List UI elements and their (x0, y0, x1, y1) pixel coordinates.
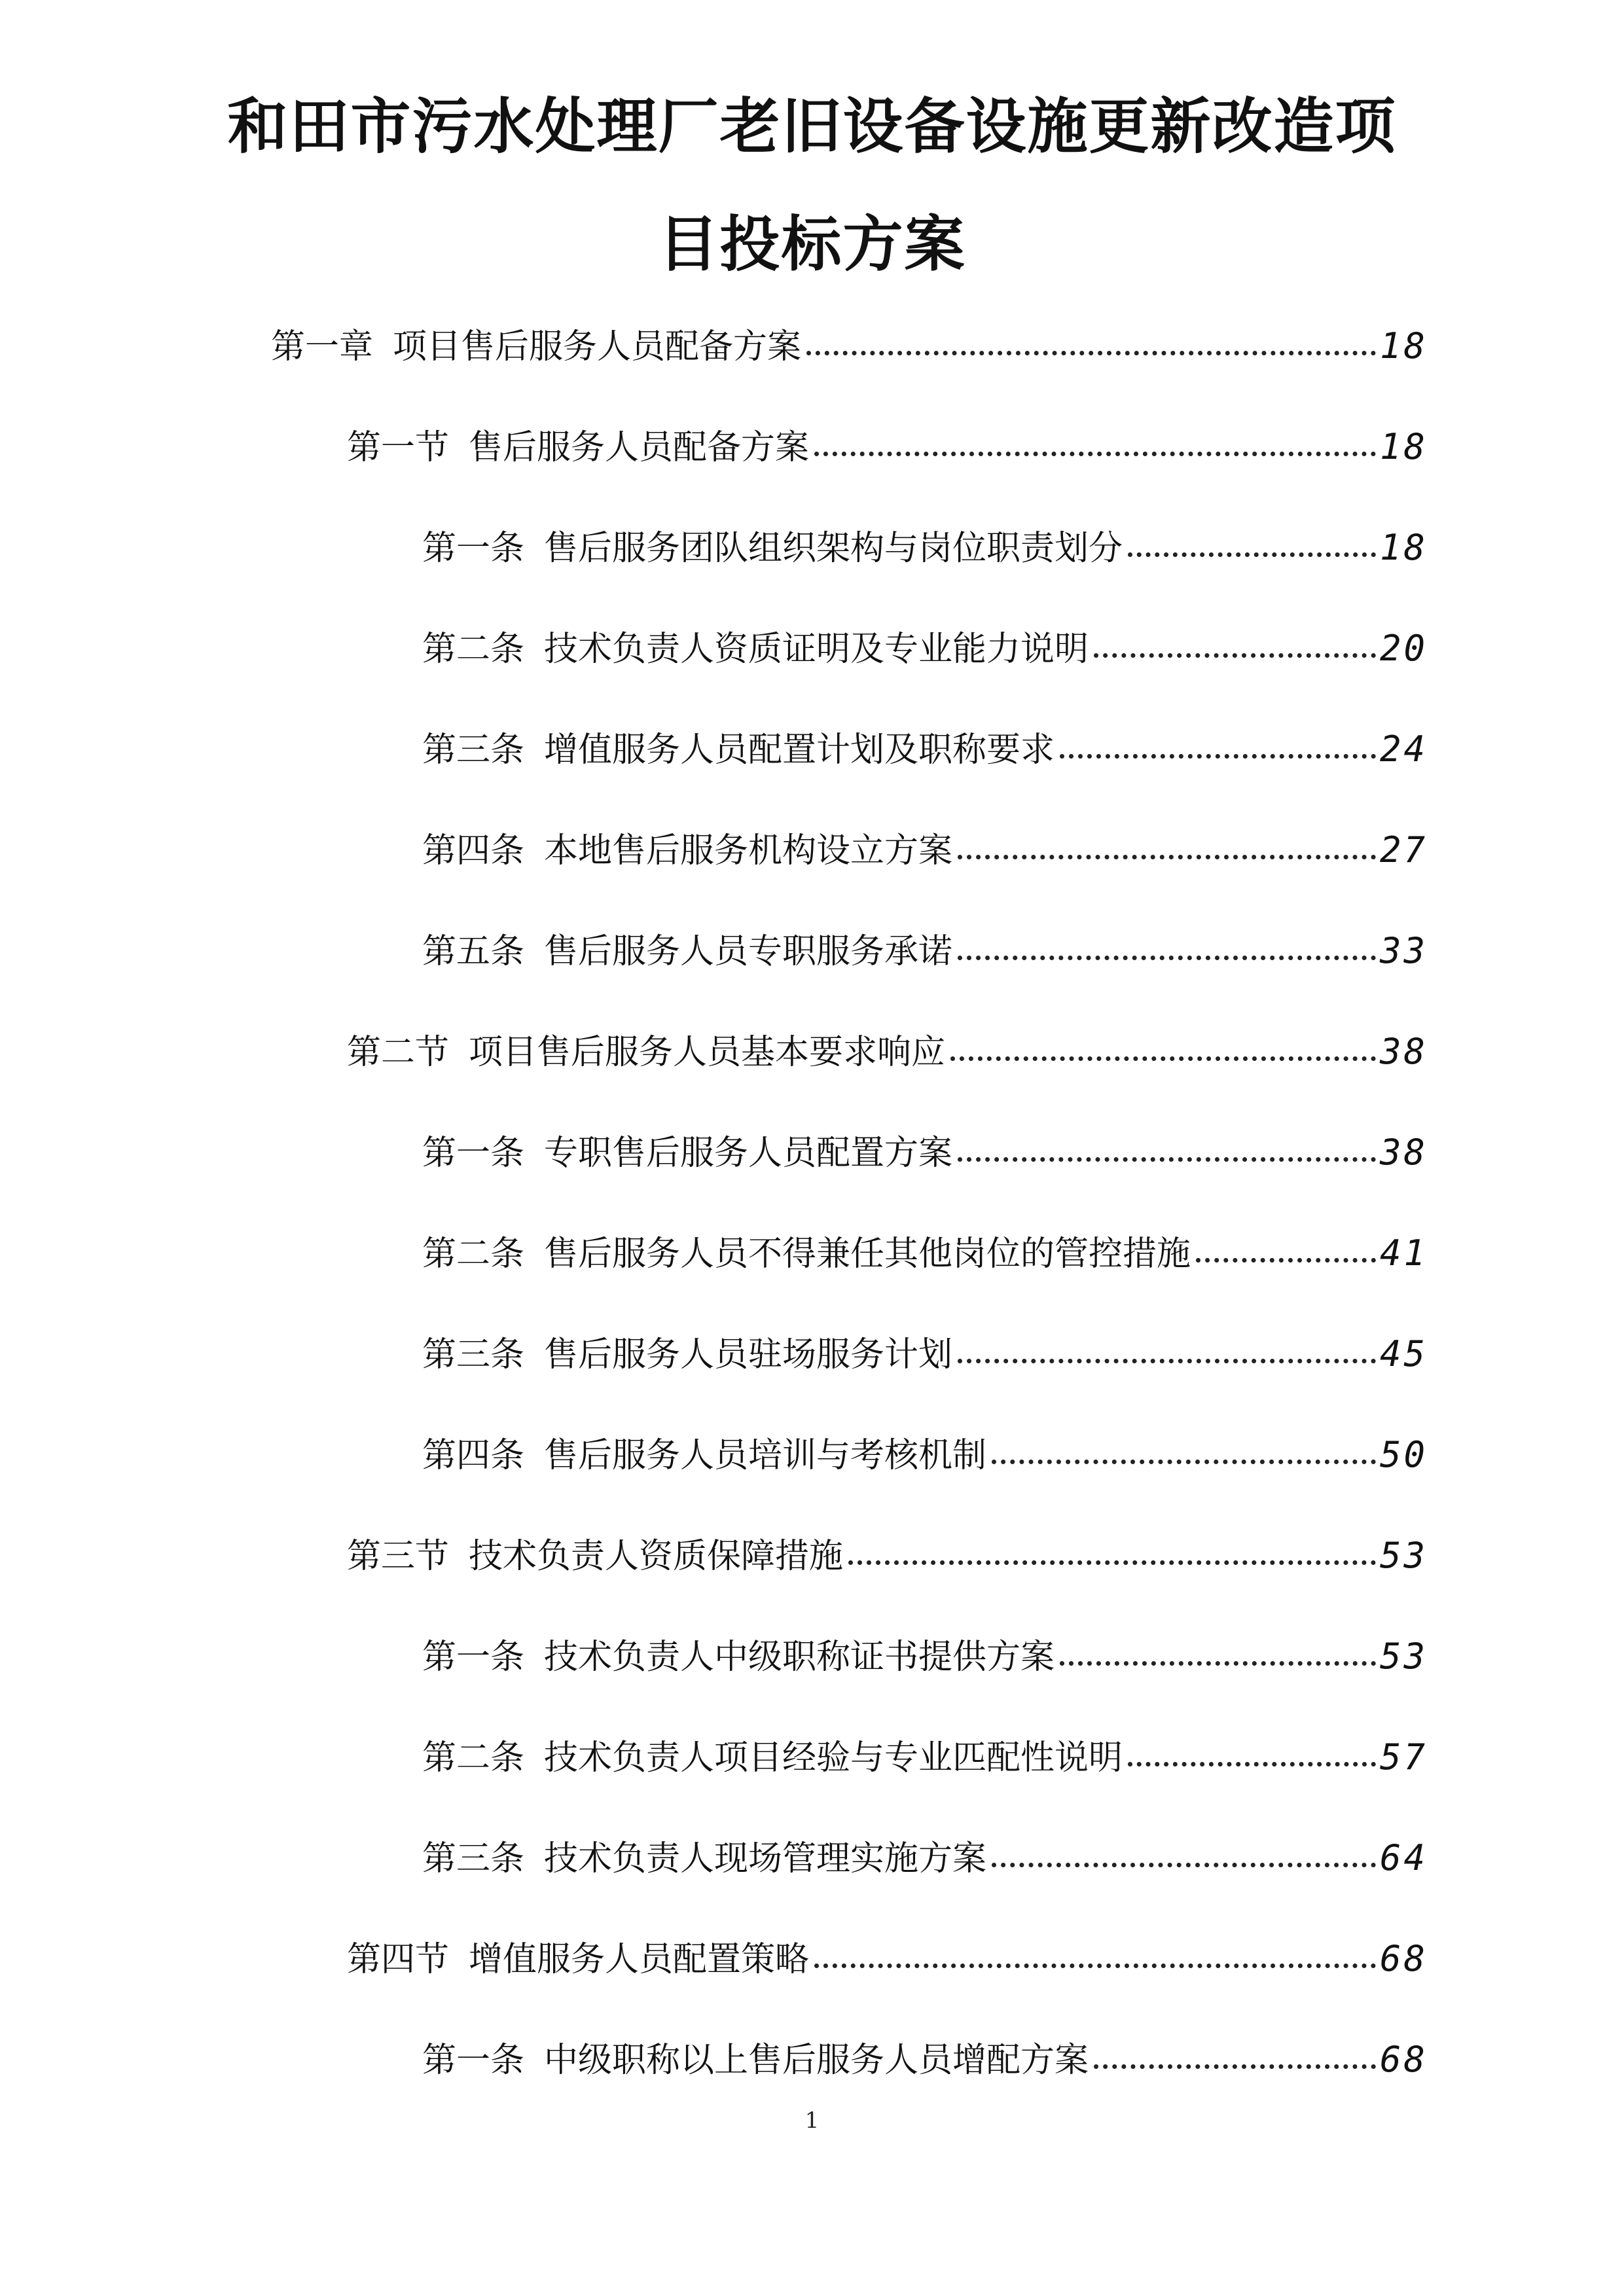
toc-entry-title: 技术负责人中级职称证书提供方案 (544, 1638, 1055, 1677)
toc-entry-title: 中级职称以上售后服务人员增配方案 (544, 2041, 1089, 2080)
toc-entry-page: 57 (1379, 1736, 1428, 1778)
dot-leader (1128, 552, 1376, 557)
toc-entry-label (422, 828, 952, 874)
toc-entry-article[interactable] (422, 928, 1428, 974)
toc-entry-page: 38 (1379, 1132, 1428, 1173)
toc-entry-title: 增值服务人员配置计划及职称要求 (544, 730, 1055, 770)
toc-entry-title: 专职售后服务人员配置方案 (544, 1134, 953, 1173)
toc-entry-page: 18 (1379, 325, 1428, 367)
dot-leader (1128, 1762, 1376, 1767)
toc-entry-title: 售后服务人员驻场服务计划 (544, 1335, 953, 1374)
toc-entry-title: 技术负责人现场管理实施方案 (544, 1839, 987, 1878)
toc-entry-page: 38 (1379, 1031, 1428, 1072)
toc-entry-number: 第三条 (422, 1839, 525, 1878)
toc-entry-label (422, 1433, 986, 1479)
toc-entry-article[interactable] (422, 1432, 1428, 1478)
document-title-line-1: 和田市污水处理厂老旧设备设施更新改造项 (227, 91, 1397, 162)
toc-entry-label (347, 1030, 945, 1075)
toc-entry-number: 第一条 (422, 2041, 525, 2080)
toc-entry-chapter-1[interactable] (271, 323, 1428, 369)
toc-entry-label (422, 929, 952, 975)
toc-entry-article[interactable] (422, 1331, 1428, 1377)
toc-entry-label (347, 425, 809, 471)
toc-entry-title: 技术负责人项目经验与专业匹配性说明 (544, 1738, 1123, 1778)
toc-entry-label (422, 1735, 1123, 1781)
dot-leader (992, 1460, 1376, 1464)
toc-entry-number: 第二条 (422, 630, 525, 669)
dot-leader (992, 1863, 1376, 1867)
toc-entry-page: 18 (1379, 426, 1428, 467)
toc-entry-number: 第一条 (422, 1134, 525, 1173)
toc-entry-number: 第三条 (422, 1335, 525, 1374)
toc-entry-article[interactable] (422, 1130, 1428, 1175)
toc-entry-page: 50 (1379, 1434, 1428, 1475)
toc-entry-article[interactable] (422, 525, 1428, 571)
dot-leader (1094, 2064, 1376, 2069)
toc-entry-number: 第一节 (347, 428, 450, 467)
toc-entry-number: 第一条 (422, 1638, 525, 1677)
toc-entry-number: 第二条 (422, 1738, 525, 1778)
dot-leader (814, 1964, 1376, 1968)
toc-entry-article[interactable] (422, 1835, 1428, 1881)
toc-entry-page: 33 (1379, 930, 1428, 971)
toc-entry-article[interactable] (422, 1230, 1428, 1276)
dot-leader (1196, 1258, 1376, 1263)
dot-leader (814, 452, 1376, 456)
toc-entry-page: 24 (1379, 728, 1428, 770)
toc-entry-article[interactable] (422, 827, 1428, 873)
toc-entry-article[interactable] (422, 1734, 1428, 1780)
toc-entry-number: 第三条 (422, 730, 525, 770)
toc-entry-label (347, 1534, 843, 1579)
toc-entry-title: 售后服务人员培训与考核机制 (544, 1436, 987, 1475)
dot-leader (958, 1359, 1376, 1363)
toc-entry-article[interactable] (422, 726, 1428, 772)
toc-entry-label (422, 526, 1123, 571)
toc-entry-number: 第四条 (422, 1436, 525, 1475)
dot-leader (958, 1157, 1376, 1162)
toc-entry-title: 项目售后服务人员配备方案 (393, 327, 802, 367)
toc-entry-article[interactable] (422, 1634, 1428, 1679)
toc-entry-article[interactable] (422, 2037, 1428, 2083)
toc-entry-title: 技术负责人资质证明及专业能力说明 (544, 630, 1089, 669)
toc-entry-page: 53 (1379, 1636, 1428, 1677)
dot-leader (806, 351, 1376, 355)
toc-entry-number: 第四节 (347, 1940, 450, 1979)
toc-entry-label (422, 727, 1055, 773)
toc-entry-section-2[interactable] (347, 1029, 1428, 1075)
toc-entry-article[interactable] (422, 626, 1428, 672)
toc-entry-title: 售后服务人员不得兼任其他岗位的管控措施 (544, 1234, 1191, 1274)
toc-entry-title: 售后服务人员专职服务承诺 (544, 932, 953, 971)
toc-entry-page: 68 (1379, 1938, 1428, 1979)
toc-entry-number: 第四条 (422, 831, 525, 870)
toc-entry-page: 20 (1379, 628, 1428, 669)
dot-leader (1060, 1661, 1376, 1666)
toc-entry-number: 第五条 (422, 932, 525, 971)
toc-entry-page: 64 (1379, 1837, 1428, 1878)
toc-entry-page: 53 (1379, 1535, 1428, 1576)
toc-entry-label (422, 2037, 1089, 2083)
toc-entry-label (422, 626, 1089, 672)
toc-entry-label (422, 1332, 952, 1378)
toc-entry-number: 第二节 (347, 1033, 450, 1072)
toc-entry-section-1[interactable] (347, 424, 1428, 470)
toc-entry-label (422, 1231, 1191, 1277)
toc-entry-title: 增值服务人员配置策略 (469, 1940, 810, 1979)
toc-entry-section-3[interactable] (347, 1533, 1428, 1579)
toc-entry-number: 第一条 (422, 529, 525, 568)
toc-entry-label (422, 1130, 952, 1176)
page-number: 1 (804, 2108, 820, 2134)
dot-leader (958, 956, 1376, 960)
toc-entry-title: 售后服务人员配备方案 (469, 428, 810, 467)
dot-leader (1060, 754, 1376, 759)
toc-entry-number: 第三节 (347, 1537, 450, 1576)
toc-entry-label (422, 1634, 1055, 1680)
toc-entry-page: 68 (1379, 2039, 1428, 2080)
toc-entry-page: 18 (1379, 527, 1428, 568)
toc-entry-page: 41 (1379, 1232, 1428, 1274)
toc-entry-label (271, 324, 801, 370)
toc-entry-page: 27 (1379, 829, 1428, 870)
toc-entry-title: 技术负责人资质保障措施 (469, 1537, 844, 1576)
dot-leader (958, 855, 1376, 859)
toc-entry-label (347, 1937, 809, 1982)
toc-entry-title: 本地售后服务机构设立方案 (544, 831, 953, 870)
toc-entry-number: 第二条 (422, 1234, 525, 1274)
dot-leader (950, 1056, 1376, 1061)
toc-entry-title: 售后服务团队组织架构与岗位职责划分 (544, 529, 1123, 568)
toc-entry-title: 项目售后服务人员基本要求响应 (469, 1033, 946, 1072)
dot-leader (1094, 653, 1376, 658)
toc-entry-label (422, 1836, 986, 1882)
dot-leader (848, 1560, 1376, 1565)
toc-entry-number: 第一章 (271, 327, 374, 367)
document-title-line-2: 目投标方案 (658, 209, 966, 279)
toc-entry-section-4[interactable] (347, 1936, 1428, 1982)
toc-entry-page: 45 (1379, 1333, 1428, 1374)
